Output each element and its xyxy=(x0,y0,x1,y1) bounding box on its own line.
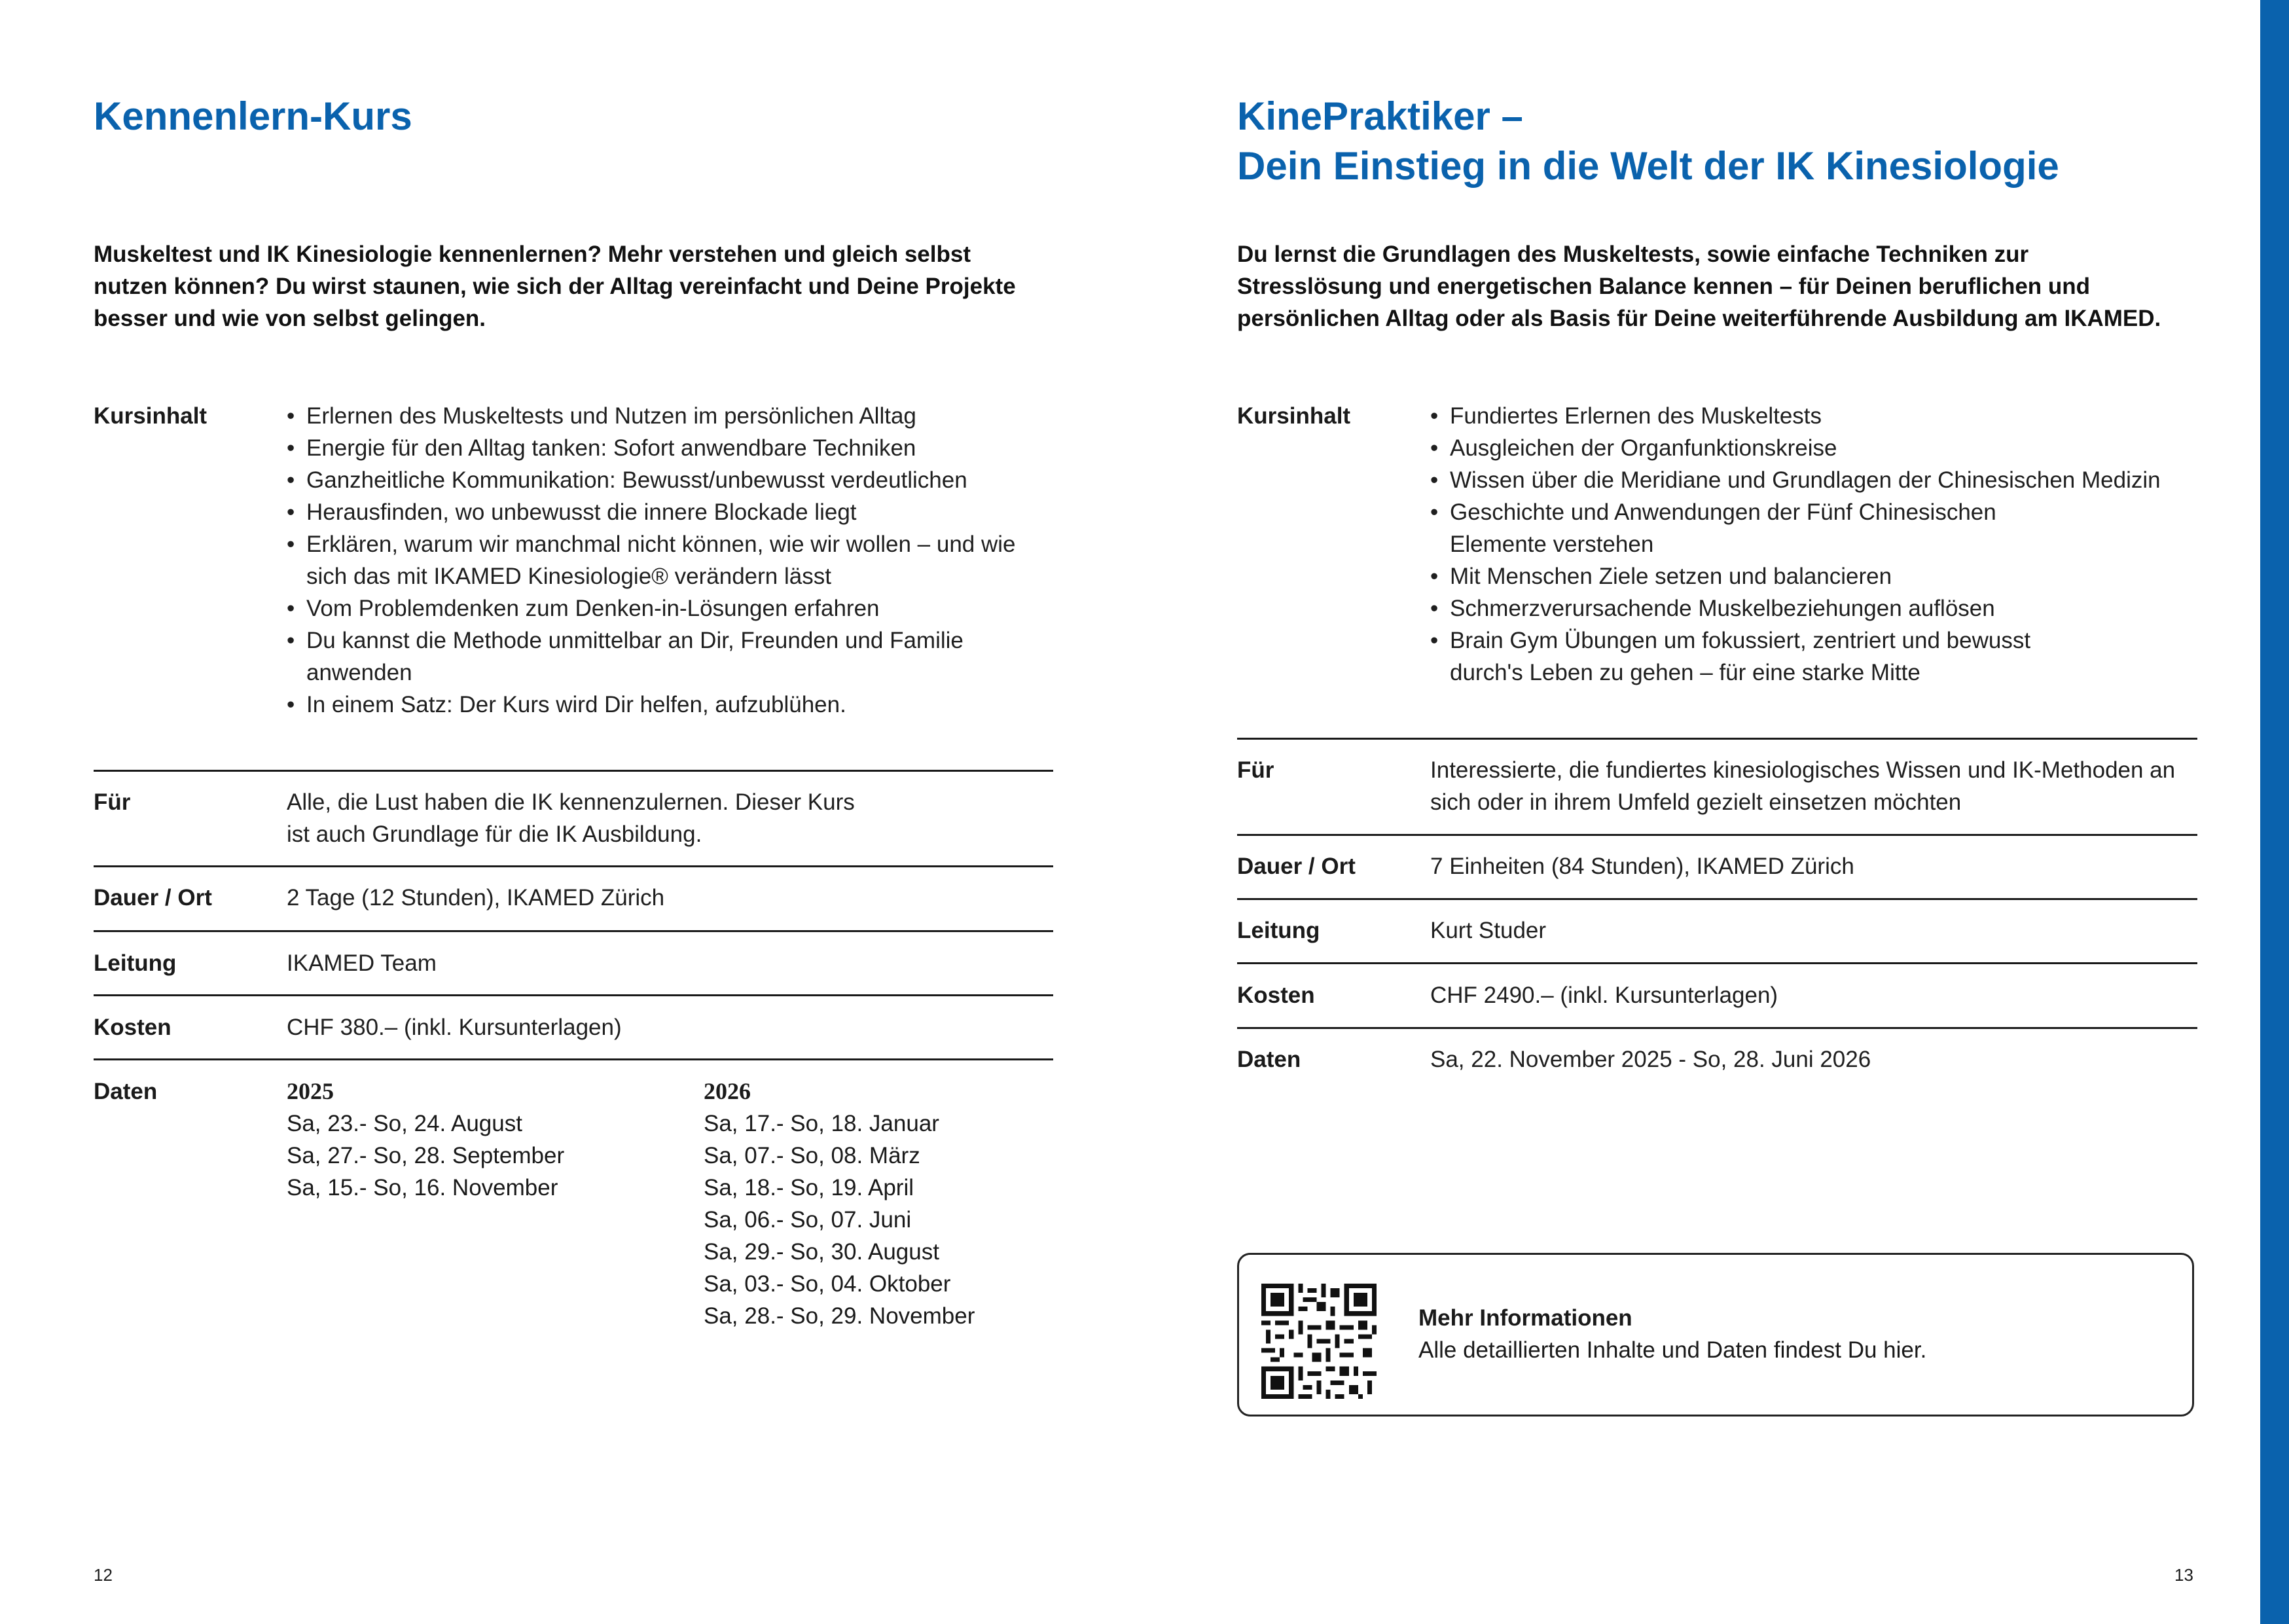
list-item: • Herausfinden, wo unbewusst die innere Blockade liegt xyxy=(287,496,1053,528)
divider xyxy=(1237,898,2197,900)
page-title xyxy=(1237,92,2059,191)
kursinhalt-label: Kursinhalt xyxy=(1237,403,1351,429)
divider xyxy=(1237,738,2197,740)
divider xyxy=(94,994,1053,996)
kursinhalt-list xyxy=(1430,400,2190,689)
divider xyxy=(94,865,1053,867)
date-item: Sa, 17.- So, 18. Januar xyxy=(704,1111,939,1136)
leitung-value: Kurt Studer xyxy=(1430,918,1547,943)
kursinhalt-list xyxy=(287,400,1053,721)
date-item: Sa, 28.- So, 29. November xyxy=(704,1303,975,1329)
list-item: • Energie für den Alltag tanken: Sofort anwendbare Techniken xyxy=(287,432,1053,464)
qr-code-icon[interactable] xyxy=(1261,1284,1377,1399)
page-edge-strip xyxy=(2260,0,2289,1624)
divider xyxy=(94,770,1053,772)
kosten-label: Kosten xyxy=(1237,983,1315,1008)
year-heading: 2025 xyxy=(287,1078,334,1104)
title-line: Dein Einstieg in die Welt der IK Kinesiologie xyxy=(1237,144,2059,188)
divider xyxy=(1237,1027,2197,1029)
date-item: Sa, 29.- So, 30. August xyxy=(704,1239,939,1265)
date-item: Sa, 15.- So, 16. November xyxy=(287,1175,558,1200)
date-item: Sa, 07.- So, 08. März xyxy=(704,1143,920,1168)
dauer-value: 2 Tage (12 Stunden), IKAMED Zürich xyxy=(287,885,665,911)
daten-label: Daten xyxy=(94,1079,158,1104)
fuer-value: Interessierte, die fundiertes kinesiologisches Wissen und IK-Methoden an sich oder in ihrem Umfeld gezielt einsetzen möchten xyxy=(1430,757,2176,815)
dauer-value: 7 Einheiten (84 Stunden), IKAMED Zürich xyxy=(1430,854,1854,879)
kosten-label: Kosten xyxy=(94,1015,171,1040)
dauer-label: Dauer / Ort xyxy=(1237,854,1356,879)
dauer-label: Dauer / Ort xyxy=(94,885,212,911)
date-item: Sa, 18.- So, 19. April xyxy=(704,1175,914,1200)
page-number: 12 xyxy=(94,1565,113,1585)
dates-2025 xyxy=(287,1075,564,1204)
leitung-label: Leitung xyxy=(94,950,177,976)
intro-text: Du lernst die Grundlagen des Muskeltests, sowie einfache Techniken zur Stresslösung und energetischen Balance kennen – für Deinen beruflichen und persönlichen Alltag oder als Basis für Deine weiterführende Ausbildung am IKAMED. xyxy=(1237,242,2161,331)
year-heading: 2026 xyxy=(704,1078,751,1104)
list-item: • Ausgleichen der Organfunktionskreise xyxy=(1430,432,2190,464)
list-item: • In einem Satz: Der Kurs wird Dir helfen, aufzublühen. xyxy=(287,689,1053,721)
kosten-value: CHF 380.– (inkl. Kursunterlagen) xyxy=(287,1015,622,1040)
fuer-label: Für xyxy=(94,789,131,815)
divider xyxy=(94,930,1053,932)
list-item: • Wissen über die Meridiane und Grundlagen der Chinesischen Medizin xyxy=(1430,464,2190,496)
leitung-value: IKAMED Team xyxy=(287,950,437,976)
fuer-value: Alle, die Lust haben die IK kennenzulernen. Dieser Kurs ist auch Grundlage für die IK Ausbildung. xyxy=(287,789,855,847)
page-title: Kennenlern-Kurs xyxy=(94,94,412,138)
kosten-value: CHF 2490.– (inkl. Kursunterlagen) xyxy=(1430,983,1778,1008)
kursinhalt-label: Kursinhalt xyxy=(94,403,207,429)
info-text: Alle detaillierten Inhalte und Daten findest Du hier. xyxy=(1418,1337,1927,1363)
list-item: • Geschichte und Anwendungen der Fünf Chinesischen Elemente verstehen xyxy=(1430,496,2052,560)
daten-value: Sa, 22. November 2025 - So, 28. Juni 2026 xyxy=(1430,1047,1871,1072)
list-item: • Erlernen des Muskeltests und Nutzen im persönlichen Alltag xyxy=(287,400,1053,432)
list-item: • Brain Gym Übungen um fokussiert, zentriert und bewusst durch's Leben zu gehen – für eine starke Mitte xyxy=(1430,624,2104,689)
list-item: • Erklären, warum wir manchmal nicht können, wie wir wollen – und wie sich das mit IKAMED Kinesiologie® verändern lässt xyxy=(287,528,1053,592)
more-info-box[interactable] xyxy=(1237,1253,2194,1416)
fuer-label: Für xyxy=(1237,757,1274,783)
title-line: KinePraktiker – xyxy=(1237,94,1523,138)
list-item: • Vom Problemdenken zum Denken-in-Lösungen erfahren xyxy=(287,592,1053,624)
list-item: • Schmerzverursachende Muskelbeziehungen auflösen xyxy=(1430,592,2190,624)
date-item: Sa, 27.- So, 28. September xyxy=(287,1143,565,1168)
date-item: Sa, 23.- So, 24. August xyxy=(287,1111,522,1136)
list-item: • Fundiertes Erlernen des Muskeltests xyxy=(1430,400,2190,432)
intro-text: Muskeltest und IK Kinesiologie kennenlernen? Mehr verstehen und gleich selbst nutzen können? Du wirst staunen, wie sich der Alltag vereinfacht und Deine Projekte besser und wie von selbst gelingen. xyxy=(94,242,1016,331)
list-item: • Ganzheitliche Kommunikation: Bewusst/unbewusst verdeutlichen xyxy=(287,464,1053,496)
leitung-label: Leitung xyxy=(1237,918,1320,943)
list-item: • Du kannst die Methode unmittelbar an Dir, Freunden und Familie anwenden xyxy=(287,624,1053,689)
divider xyxy=(94,1058,1053,1060)
daten-label: Daten xyxy=(1237,1047,1301,1072)
divider xyxy=(1237,962,2197,964)
divider xyxy=(1237,834,2197,836)
page-number: 13 xyxy=(2174,1565,2193,1585)
dates-2026 xyxy=(704,1075,975,1332)
info-title: Mehr Informationen xyxy=(1418,1305,1632,1331)
date-item: Sa, 03.- So, 04. Oktober xyxy=(704,1271,951,1297)
list-item: • Mit Menschen Ziele setzen und balancieren xyxy=(1430,560,2190,592)
date-item: Sa, 06.- So, 07. Juni xyxy=(704,1207,912,1233)
